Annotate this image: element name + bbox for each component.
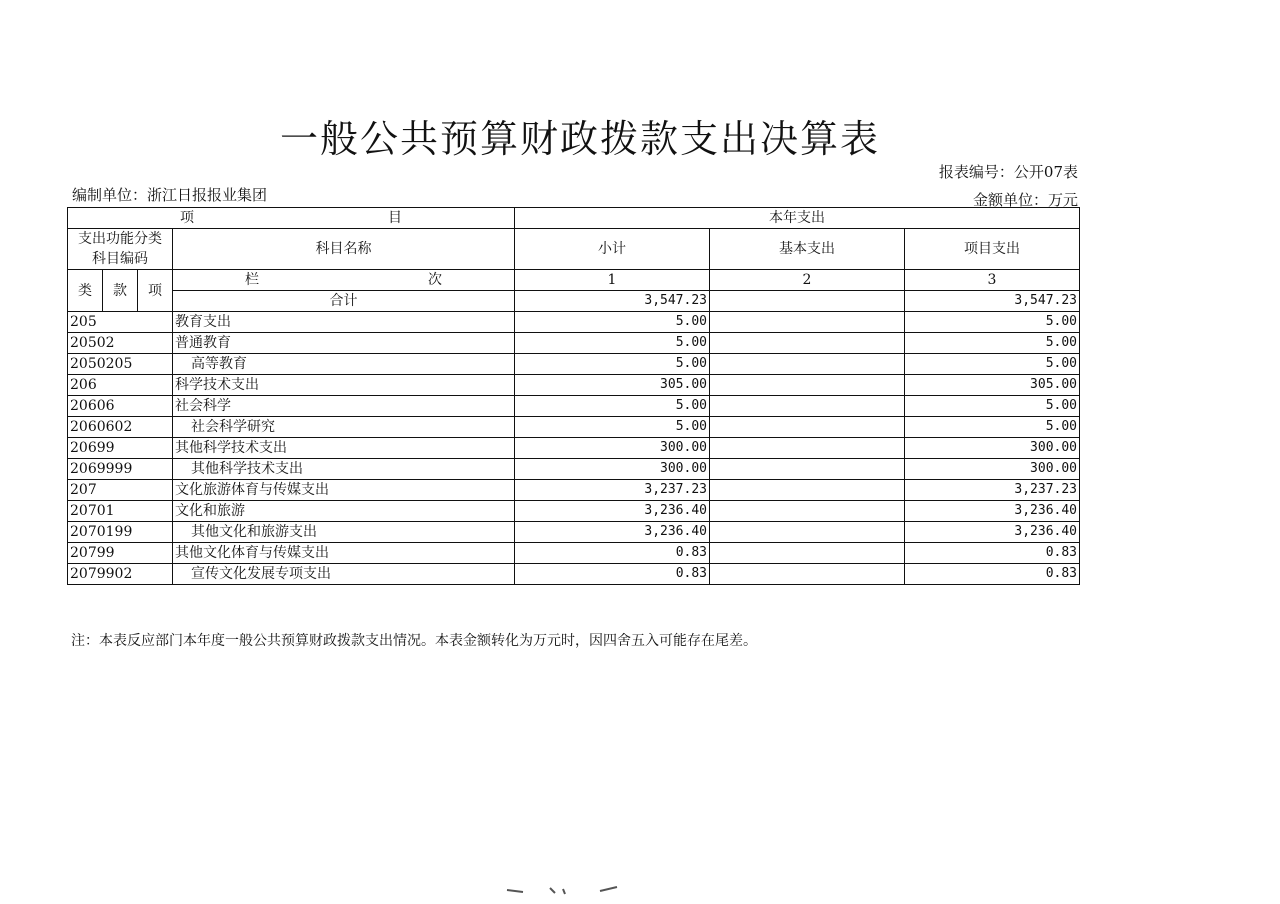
row-basic (710, 417, 905, 438)
row-code: 20699 (68, 438, 173, 459)
row-project: 3,236.40 (905, 522, 1080, 543)
row-code: 2069999 (68, 459, 173, 480)
row-subtotal: 300.00 (515, 438, 710, 459)
scan-artifact (505, 885, 620, 895)
lanci-header: 栏 次 (173, 270, 515, 291)
row-code: 2070199 (68, 522, 173, 543)
table-row (68, 438, 1080, 459)
header-row-columns (68, 229, 1080, 270)
row-code: 2050205 (68, 354, 173, 375)
row-basic (710, 501, 905, 522)
table-row (68, 564, 1080, 585)
row-code: 207 (68, 480, 173, 501)
row-subtotal: 5.00 (515, 312, 710, 333)
row-basic (710, 333, 905, 354)
subject-name-header: 科目名称 (173, 229, 515, 270)
row-name: 普通教育 (173, 333, 515, 354)
row-basic (710, 522, 905, 543)
header-row-colnum (68, 270, 1080, 291)
row-project: 305.00 (905, 375, 1080, 396)
col-number-2: 2 (710, 270, 905, 291)
lei-header: 类 (68, 270, 103, 312)
current-year-header: 本年支出 (515, 208, 1080, 229)
row-name: 其他文化和旅游支出 (173, 522, 515, 543)
row-name: 高等教育 (173, 354, 515, 375)
row-code: 20799 (68, 543, 173, 564)
row-code: 2079902 (68, 564, 173, 585)
table-row (68, 522, 1080, 543)
row-project: 5.00 (905, 312, 1080, 333)
budget-table (67, 207, 1080, 585)
page-title: 一般公共预算财政拨款支出决算表 (279, 117, 880, 161)
row-subtotal: 5.00 (515, 417, 710, 438)
table-row (68, 501, 1080, 522)
row-subtotal: 0.83 (515, 543, 710, 564)
row-subtotal: 0.83 (515, 564, 710, 585)
row-subtotal: 3,236.40 (515, 501, 710, 522)
table-row (68, 354, 1080, 375)
row-basic (710, 543, 905, 564)
row-code: 206 (68, 375, 173, 396)
row-name: 其他科学技术支出 (173, 459, 515, 480)
table-row (68, 480, 1080, 501)
row-basic (710, 396, 905, 417)
row-basic (710, 375, 905, 396)
row-subtotal: 3,237.23 (515, 480, 710, 501)
func-code-header: 支出功能分类 科目编码 (68, 229, 173, 270)
total-label: 合计 (173, 291, 515, 312)
table-row (68, 459, 1080, 480)
row-name: 宣传文化发展专项支出 (173, 564, 515, 585)
row-code: 20502 (68, 333, 173, 354)
row-project: 5.00 (905, 417, 1080, 438)
row-code: 2060602 (68, 417, 173, 438)
basic-header: 基本支出 (710, 229, 905, 270)
row-name: 社会科学研究 (173, 417, 515, 438)
row-project: 0.83 (905, 543, 1080, 564)
row-basic (710, 564, 905, 585)
row-subtotal: 5.00 (515, 333, 710, 354)
row-project: 300.00 (905, 438, 1080, 459)
kuan-header: 款 (103, 270, 138, 312)
row-basic (710, 459, 905, 480)
row-subtotal: 5.00 (515, 396, 710, 417)
row-code: 205 (68, 312, 173, 333)
row-basic (710, 312, 905, 333)
item-header: 项 目 (68, 208, 515, 229)
org-label: 编制单位：浙江日报报业集团 (72, 186, 268, 204)
row-basic (710, 354, 905, 375)
row-name: 其他文化体育与传媒支出 (173, 543, 515, 564)
table-row (68, 543, 1080, 564)
row-project: 300.00 (905, 459, 1080, 480)
row-project: 5.00 (905, 396, 1080, 417)
row-basic (710, 480, 905, 501)
amount-unit: 金额单位：万元 (972, 191, 1078, 209)
table-row (68, 417, 1080, 438)
table-row (68, 312, 1080, 333)
row-name: 社会科学 (173, 396, 515, 417)
row-subtotal: 300.00 (515, 459, 710, 480)
subtotal-header: 小计 (515, 229, 710, 270)
row-project: 3,237.23 (905, 480, 1080, 501)
col-number-1: 1 (515, 270, 710, 291)
footnote: 注：本表反应部门本年度一般公共预算财政拨款支出情况。本表金额转化为万元时，因四舍五入可能存在尾差。 (71, 633, 757, 649)
row-name: 教育支出 (173, 312, 515, 333)
row-subtotal: 5.00 (515, 354, 710, 375)
total-basic (710, 291, 905, 312)
table-row (68, 333, 1080, 354)
row-code: 20701 (68, 501, 173, 522)
row-subtotal: 3,236.40 (515, 522, 710, 543)
row-name: 科学技术支出 (173, 375, 515, 396)
row-project: 0.83 (905, 564, 1080, 585)
table-row (68, 396, 1080, 417)
row-project: 5.00 (905, 354, 1080, 375)
row-subtotal: 305.00 (515, 375, 710, 396)
row-code: 20606 (68, 396, 173, 417)
total-row (68, 291, 1080, 312)
row-name: 文化和旅游 (173, 501, 515, 522)
col-number-3: 3 (905, 270, 1080, 291)
row-project: 3,236.40 (905, 501, 1080, 522)
row-name: 文化旅游体育与传媒支出 (173, 480, 515, 501)
row-project: 5.00 (905, 333, 1080, 354)
total-subtotal: 3,547.23 (515, 291, 710, 312)
xiang-header: 项 (138, 270, 173, 312)
report-number: 报表编号：公开07表 (938, 163, 1078, 181)
row-name: 其他科学技术支出 (173, 438, 515, 459)
header-row-item (68, 208, 1080, 229)
project-header: 项目支出 (905, 229, 1080, 270)
table-row (68, 375, 1080, 396)
row-basic (710, 438, 905, 459)
total-project: 3,547.23 (905, 291, 1080, 312)
